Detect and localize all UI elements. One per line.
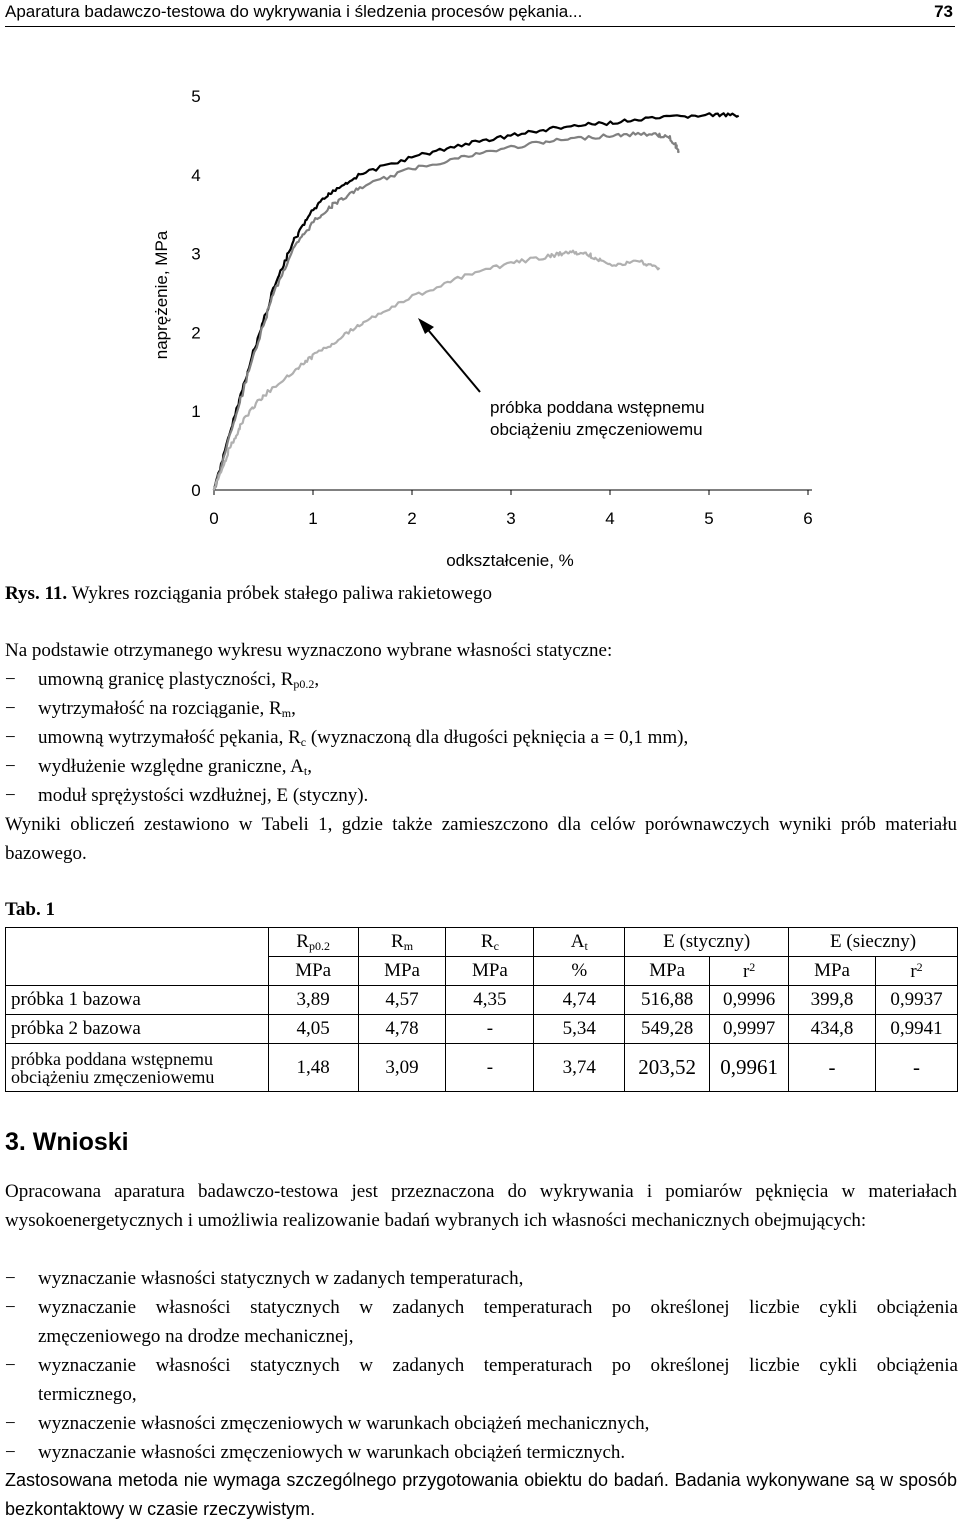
cell-r2: 0,9997 [710,1015,789,1044]
list-text: wytrzymałość na rozciąganie, $R_m$, [38,698,296,720]
list-dash: − [5,1268,16,1289]
unit-cell: $r^2$ [876,957,958,986]
header-e-sieczny: E (sieczny) [789,928,958,957]
list-dash: − [5,785,16,806]
unit-cell: MPa [446,957,534,986]
cell-es: - [789,1044,876,1092]
caption-label: Rys. 11. [5,583,68,604]
series-line-3 [214,251,660,490]
results-table [5,927,958,1092]
annotation-arrow-line [424,325,480,392]
list-text: wyznaczenie własności zmęczeniowych w warunkach obciążeń mechanicznych, [38,1413,650,1434]
cell-es: 434,8 [789,1015,876,1044]
table-corner [6,957,269,986]
cell-rp02: 1,48 [268,1044,358,1092]
cell-rm: 4,57 [358,986,446,1015]
cell-rm: 4,78 [358,1015,446,1044]
y-tick-label: 2 [191,323,201,343]
annotation-line2: obciążeniu zmęczeniowemu [490,420,703,439]
list-text: wyznaczanie własności zmęczeniowych w warunkach obciążeń termicznych. [38,1442,626,1463]
annotation-arrow-head [418,318,434,334]
table-corner [6,928,269,957]
header-at: $A_t$ [534,928,625,957]
cell-r2: 0,9941 [876,1015,958,1044]
running-header [5,0,955,27]
cell-r2: - [876,1044,958,1092]
section-title: 3. Wnioski [5,1128,129,1156]
cell-r2: 0,9996 [710,986,789,1015]
cell-rp02: 4,05 [268,1015,358,1044]
x-axis-label: odkształcenie, % [446,551,574,570]
x-tick-label: 3 [506,509,516,528]
x-tick-label: 1 [308,509,318,528]
conclusion-paragraph: Opracowana aparatura badawczo-testowa jest przeznaczona do wykrywania i pomiarów pęknięcia w materiałach wysokoenergetycznych i umożliwia realizowanie badań wybranych ich własności mechanicznych obejmujących: [5,1181,957,1231]
header-rc: $R_c$ [446,928,534,957]
list-text: wyznaczanie własności statycznych w zadanych temperaturach po określonej liczbie cykli obciążenia termicznego, [38,1355,958,1405]
cell-at: 3,74 [534,1044,625,1092]
header-rp02: $R_{p0.2}$ [268,928,358,957]
table-row [6,1015,958,1044]
y-tick-label: 3 [191,244,201,264]
list-dash: − [5,698,16,719]
unit-cell: $r^2$ [710,957,789,986]
row-label: próbka 2 bazowa [6,1015,269,1044]
cell-rc: - [446,1044,534,1092]
unit-cell: MPa [268,957,358,986]
y-axis-label: naprężenie, MPa [152,230,171,360]
cell-rc: - [446,1015,534,1044]
list-text: wyznaczanie własności statycznych w zadanych temperaturach, [38,1268,524,1289]
list-dash: − [5,1297,16,1318]
row-label: próbka poddana wstępnemu obciążeniu zmęczeniowemu [6,1044,269,1092]
cell-rp02: 3,89 [268,986,358,1015]
row-label: próbka 1 bazowa [6,986,269,1015]
y-tick-label: 5 [191,87,201,106]
x-tick-label: 5 [704,509,714,528]
cell-rc: 4,35 [446,986,534,1015]
list-dash: − [5,1413,16,1434]
list-text: moduł sprężystości wzdłużnej, E (styczny). [38,785,369,806]
x-tick-label: 0 [209,509,219,528]
cell-r2: 0,9961 [710,1044,789,1092]
cell-r2: 0,9937 [876,986,958,1015]
y-tick-label: 1 [191,402,201,422]
cell-e: 203,52 [625,1044,710,1092]
header-e-styczny: E (styczny) [625,928,789,957]
list-dash: − [5,1355,16,1376]
figure-caption [5,583,492,605]
cell-at: 5,34 [534,1015,625,1044]
caption-text: Wykres rozciągania próbek stałego paliwa rakietowego [71,583,492,604]
list-text: wydłużenie względne graniczne, $A_t$, [38,756,312,778]
header-title: Aparatura badawczo-testowa do wykrywania i śledzenia procesów pękania... [5,2,583,21]
cell-rm: 3,09 [358,1044,446,1092]
list-dash: − [5,1442,16,1463]
cell-e: 516,88 [625,986,710,1015]
final-paragraph: Zastosowana metoda nie wymaga szczególnego przygotowania obiektu do badań. Badania wykonywane są w sposób bezkontaktowy w czasie rzeczywistym. [5,1470,957,1519]
y-tick-label: 0 [191,481,201,500]
cell-es: 399,8 [789,986,876,1015]
table-header-row [6,928,958,957]
list-dash: − [5,756,16,777]
stress-strain-chart [0,60,960,580]
annotation-line1: próbka poddana wstępnemu [490,398,705,417]
page-number: 73 [934,2,953,21]
results-paragraph: Wyniki obliczeń zestawiono w Tabeli 1, gdzie także zamieszczono dla celów porównawczych wyniki prób materiału bazowego. [5,814,957,864]
table-units-row [6,957,958,986]
list-text: wyznaczanie własności statycznych w zadanych temperaturach po określonej liczbie cykli obciążenia zmęczeniowego na drodze mechanicznej, [38,1297,958,1347]
list-dash: − [5,727,16,748]
table-row [6,1044,958,1092]
unit-cell: % [534,957,625,986]
x-tick-label: 2 [407,509,417,528]
intro-paragraph: Na podstawie otrzymanego wykresu wyznaczono wybrane własności statyczne: [5,640,613,661]
list-text: umowną wytrzymałość pękania, $R_c$ (wyznaczoną dla długości pęknięcia a = 0,1 mm), [38,727,689,749]
cell-at: 4,74 [534,986,625,1015]
table-label: Tab. 1 [5,899,55,920]
list-text: umowną granicę plastyczności, $R_{p0.2}$, [38,669,320,691]
list-dash: − [5,669,16,690]
x-tick-label: 6 [803,509,813,528]
unit-cell: MPa [789,957,876,986]
cell-e: 549,28 [625,1015,710,1044]
y-tick-label: 4 [191,165,201,185]
unit-cell: MPa [625,957,710,986]
unit-cell: MPa [358,957,446,986]
table-row [6,986,958,1015]
x-tick-label: 4 [605,509,615,528]
header-rm: $R_m$ [358,928,446,957]
